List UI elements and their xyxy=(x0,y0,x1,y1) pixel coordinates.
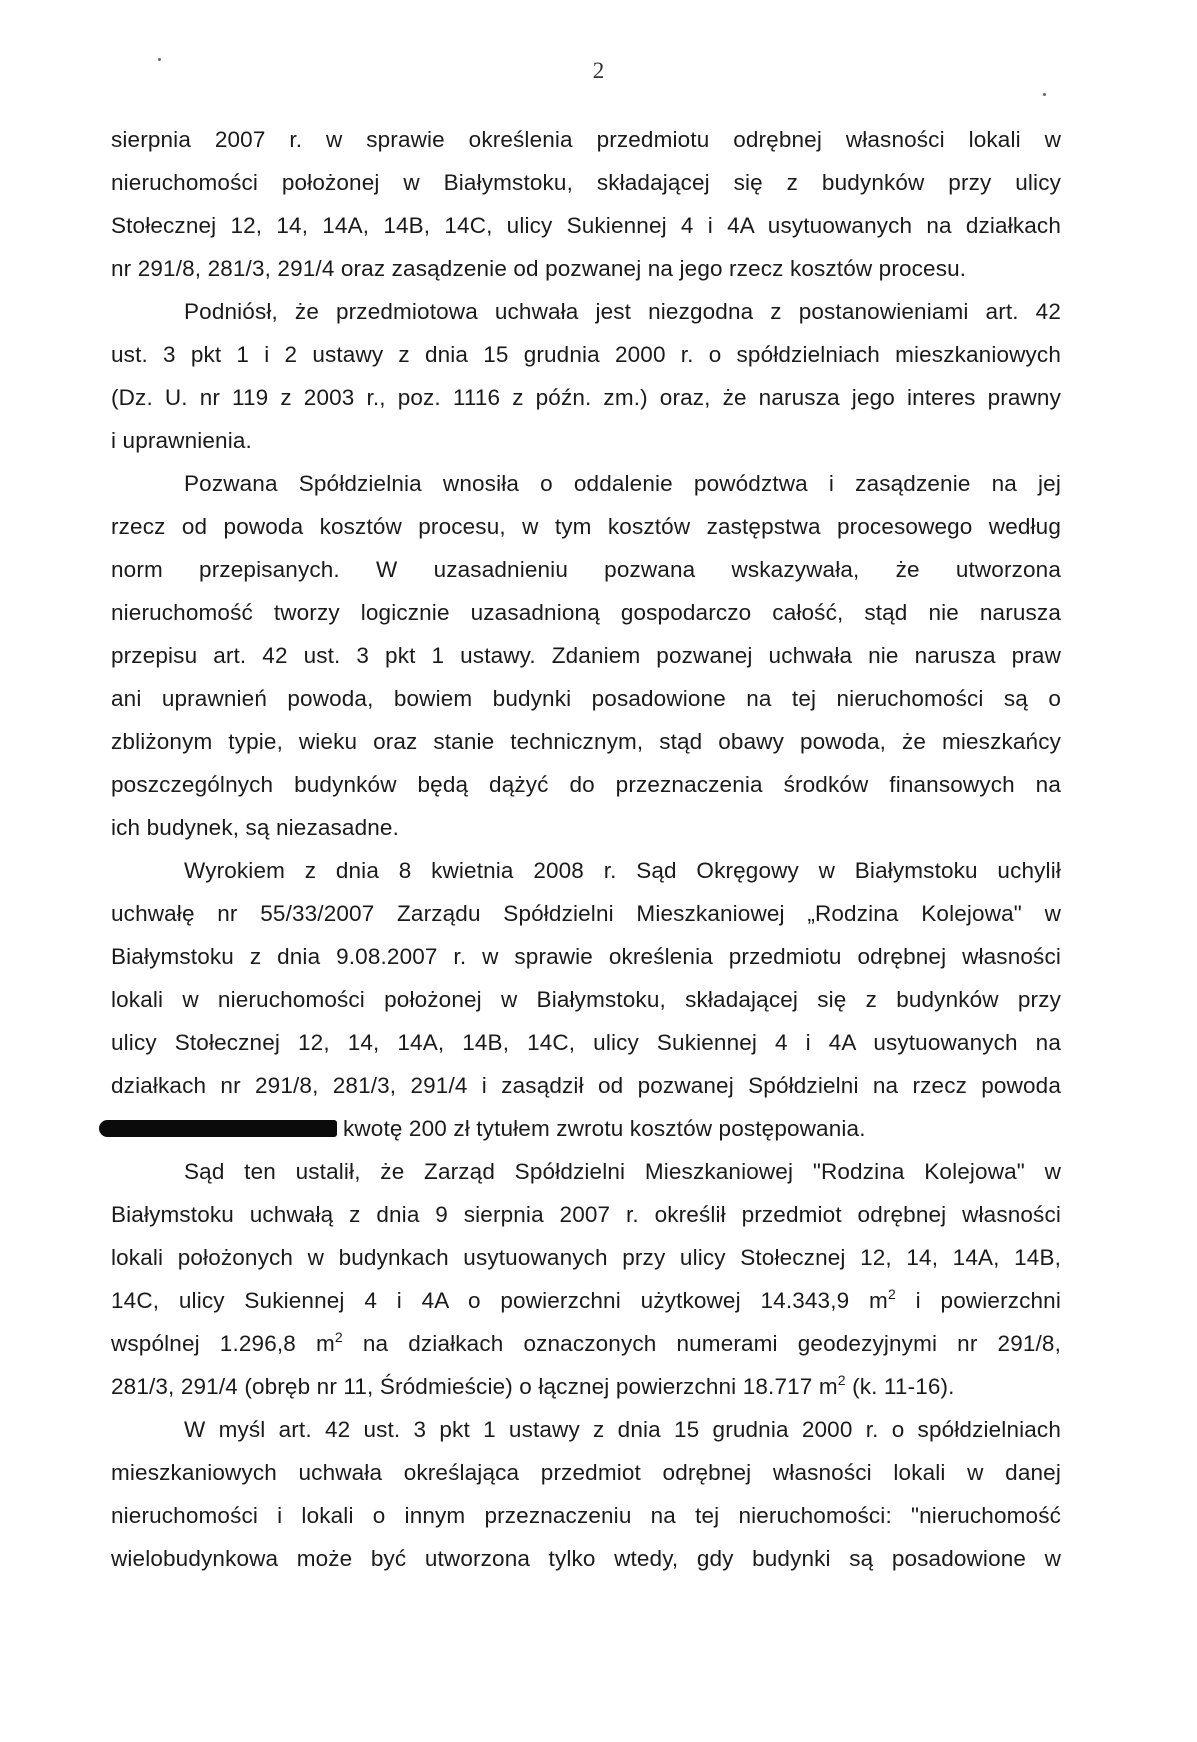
text-line: Białymstoku uchwałą z dnia 9 sierpnia 2007 r. określił przedmiot odrębnej własności xyxy=(111,1202,1061,1227)
paragraph-1 xyxy=(111,118,1061,290)
text-line-with-superscript xyxy=(111,1365,1061,1408)
text-line: ulicy Stołecznej 12, 14, 14A, 14B, 14C, ulicy Sukiennej 4 i 4A usytuowanych na xyxy=(111,1030,1061,1055)
text-line: lokali w nieruchomości położonej w Białymstoku, składającej się z budynków przy xyxy=(111,987,1061,1012)
text-line: Wyrokiem z dnia 8 kwietnia 2008 r. Sąd Okręgowy w Białymstoku uchylił xyxy=(184,858,1061,883)
text-segment: 14C, ulicy Sukiennej 4 i 4A o powierzchni użytkowej 14.343,9 m xyxy=(111,1288,888,1313)
document-body xyxy=(111,118,1061,1580)
text-line: ich budynek, są niezasadne. xyxy=(111,815,399,840)
text-line: Podniósł, że przedmiotowa uchwała jest niezgodna z postanowieniami art. 42 xyxy=(184,299,1061,324)
text-line: ani uprawnień powoda, bowiem budynki posadowione na tej nieruchomości są o xyxy=(111,686,1061,711)
text-line: rzecz od powoda kosztów procesu, w tym kosztów zastępstwa procesowego według xyxy=(111,514,1061,539)
text-segment: i powierzchni xyxy=(895,1288,1061,1313)
text-segment: (k. 11-16). xyxy=(845,1374,955,1399)
text-line: przepisu art. 42 ust. 3 pkt 1 ustawy. Zdaniem pozwanej uchwała nie narusza praw xyxy=(111,643,1061,668)
scan-speck xyxy=(158,58,161,61)
text-line: Stołecznej 12, 14, 14A, 14B, 14C, ulicy Sukiennej 4 i 4A usytuowanych na działkach xyxy=(111,213,1061,238)
page-number: 2 xyxy=(592,58,605,83)
text-line: Pozwana Spółdzielnia wnosiła o oddalenie powództwa i zasądzenie na jej xyxy=(184,471,1061,496)
text-line: uchwałę nr 55/33/2007 Zarządu Spółdzielni Mieszkaniowej „Rodzina Kolejowa" w xyxy=(111,901,1061,926)
text-line: lokali położonych w budynkach usytuowanych przy ulicy Stołecznej 12, 14, 14A, 14B, xyxy=(111,1245,1061,1270)
text-segment: 281/3, 291/4 (obręb nr 11, Śródmieście) o łącznej powierzchni 18.717 m xyxy=(111,1374,838,1399)
text-line: (Dz. U. nr 119 z 2003 r., poz. 1116 z późn. zm.) oraz, że narusza jego interes prawny xyxy=(111,385,1061,410)
text-line: norm przepisanych. W uzasadnieniu pozwana wskazywała, że utworzona xyxy=(111,557,1061,582)
text-line: sierpnia 2007 r. w sprawie określenia przedmiotu odrębnej własności lokali w xyxy=(111,127,1061,152)
text-line: W myśl art. 42 ust. 3 pkt 1 ustawy z dnia 15 grudnia 2000 r. o spółdzielniach xyxy=(184,1417,1061,1442)
text-line: nr 291/8, 281/3, 291/4 oraz zasądzenie od pozwanej na jego rzecz kosztów procesu. xyxy=(111,256,967,281)
text-line: zbliżonym typie, wieku oraz stanie technicznym, stąd obawy powoda, że mieszkańcy xyxy=(111,729,1061,754)
text-line: poszczególnych budynków będą dążyć do przeznaczenia środków finansowych na xyxy=(111,772,1061,797)
text-line-with-superscript xyxy=(111,1279,1061,1322)
text-segment: na działkach oznaczonych numerami geodezyjnymi nr 291/8, xyxy=(342,1331,1061,1356)
scan-speck xyxy=(1043,93,1046,96)
text-segment: kwotę 200 zł tytułem zwrotu kosztów postępowania. xyxy=(343,1116,866,1141)
text-line: wielobudynkowa może być utworzona tylko wtedy, gdy budynki są posadowione w xyxy=(111,1546,1061,1571)
text-segment: wspólnej 1.296,8 m xyxy=(111,1331,335,1356)
text-line: i uprawnienia. xyxy=(111,428,252,453)
paragraph-4 xyxy=(111,849,1061,1150)
paragraph-6 xyxy=(111,1408,1061,1580)
text-line: mieszkaniowych uchwała określająca przedmiot odrębnej własności lokali w danej xyxy=(111,1460,1061,1485)
paragraph-2 xyxy=(111,290,1061,462)
text-line: nieruchomości położonej w Białymstoku, składającej się z budynków przy ulicy xyxy=(111,170,1061,195)
redaction-mark xyxy=(99,1120,337,1137)
paragraph-3 xyxy=(111,462,1061,849)
redacted-line xyxy=(111,1107,1061,1150)
text-line: nieruchomości i lokali o innym przeznaczeniu na tej nieruchomości: "nieruchomość xyxy=(111,1503,1061,1528)
text-line: działkach nr 291/8, 281/3, 291/4 i zasądził od pozwanej Spółdzielni na rzecz powoda xyxy=(111,1073,1061,1098)
superscript: 2 xyxy=(887,1286,896,1302)
text-line: ust. 3 pkt 1 i 2 ustawy z dnia 15 grudnia 2000 r. o spółdzielniach mieszkaniowych xyxy=(111,342,1061,367)
text-line: Białymstoku z dnia 9.08.2007 r. w sprawie określenia przedmiotu odrębnej własności xyxy=(111,944,1061,969)
text-line: nieruchomość tworzy logicznie uzasadnioną gospodarczo całość, stąd nie narusza xyxy=(111,600,1061,625)
superscript: 2 xyxy=(334,1329,343,1345)
superscript: 2 xyxy=(837,1372,846,1388)
text-line-with-superscript xyxy=(111,1322,1061,1365)
paragraph-5 xyxy=(111,1150,1061,1408)
text-line: Sąd ten ustalił, że Zarząd Spółdzielni Mieszkaniowej "Rodzina Kolejowa" w xyxy=(184,1159,1061,1184)
